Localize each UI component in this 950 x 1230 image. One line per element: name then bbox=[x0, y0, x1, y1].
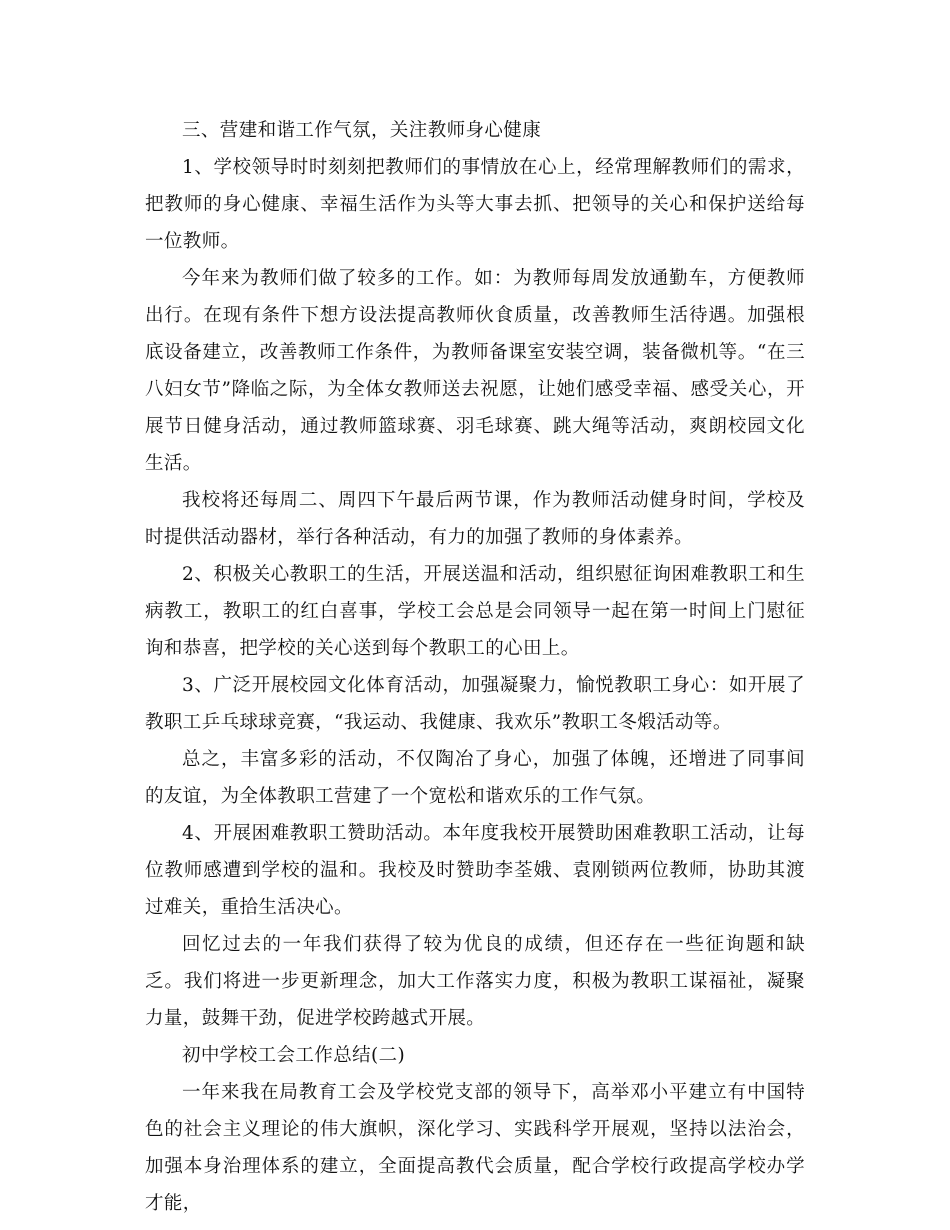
paragraph: 回忆过去的一年我们获得了较为优良的成绩，但还存在一些征询题和缺乏。我们将进一步更新理念，加大工作落实力度，积极为教职工谋福祉，凝聚力量，鼓舞干劲，促进学校跨越式开展。 bbox=[145, 934, 805, 1029]
document-page bbox=[145, 112, 805, 1222]
paragraph: 1、学校领导时时刻刻把教师们的事情放在心上，经常理解教师们的需求，把教师的身心健康、幸福生活作为头等大事去抓、把领导的关心和保护送给每一位教师。 bbox=[145, 157, 805, 252]
paragraph: 总之，丰富多彩的活动，不仅陶冶了身心，加强了体魄，还增进了同事间的友谊，为全体教职工营建了一个宽松和谐欢乐的工作气氛。 bbox=[145, 749, 805, 807]
paragraph: 今年来为教师们做了较多的工作。如：为教师每周发放通勤车，方便教师出行。在现有条件下想方设法提高教师伙食质量，改善教师生活待遇。加强根底设备建立，改善教师工作条件，为教师备课室安装空调，装备微机等。“在三八妇女节”降临之际，为全体女教师送去祝愿，让她们感受幸福、感受关心，开展节日健身活动，通过教师篮球赛、羽毛球赛、跳大绳等活动，爽朗校园文化生活。 bbox=[145, 268, 805, 474]
paragraph: 一年来我在局教育工会及学校党支部的领导下，高举邓小平建立有中国特色的社会主义理论的伟大旗帜，深化学习、实践科学开展观，坚持以法治会，加强本身治理体系的建立，全面提高教代会质量，配合学校行政提高学校办学才能， bbox=[145, 1082, 805, 1214]
section-heading: 三、营建和谐工作气氛，关注教师身心健康 bbox=[182, 120, 542, 141]
paragraph: 我校将还每周二、周四下午最后两节课，作为教师活动健身时间，学校及时提供活动器材，举行各种活动，有力的加强了教师的身体素养。 bbox=[145, 490, 805, 548]
paragraph: 2、积极关心教职工的生活，开展送温和活动，组织慰征询困难教职工和生病教工，教职工的红白喜事，学校工会总是会同领导一起在第一时间上门慰征询和恭喜，把学校的关心送到每个教职工的心田上。 bbox=[145, 564, 805, 659]
paragraph: 3、广泛开展校园文化体育活动，加强凝聚力，愉悦教职工身心：如开展了教职工乒乓球球竞赛，“我运动、我健康、我欢乐”教职工冬煅活动等。 bbox=[145, 675, 805, 733]
section-title: 初中学校工会工作总结(二) bbox=[182, 1045, 406, 1066]
paragraph: 4、开展困难教职工赞助活动。本年度我校开展赞助困难教职工活动，让每位教师感遭到学校的温和。我校及时赞助李荃娥、袁刚锁两位教师，协助其渡过难关，重拾生活决心。 bbox=[145, 823, 805, 918]
